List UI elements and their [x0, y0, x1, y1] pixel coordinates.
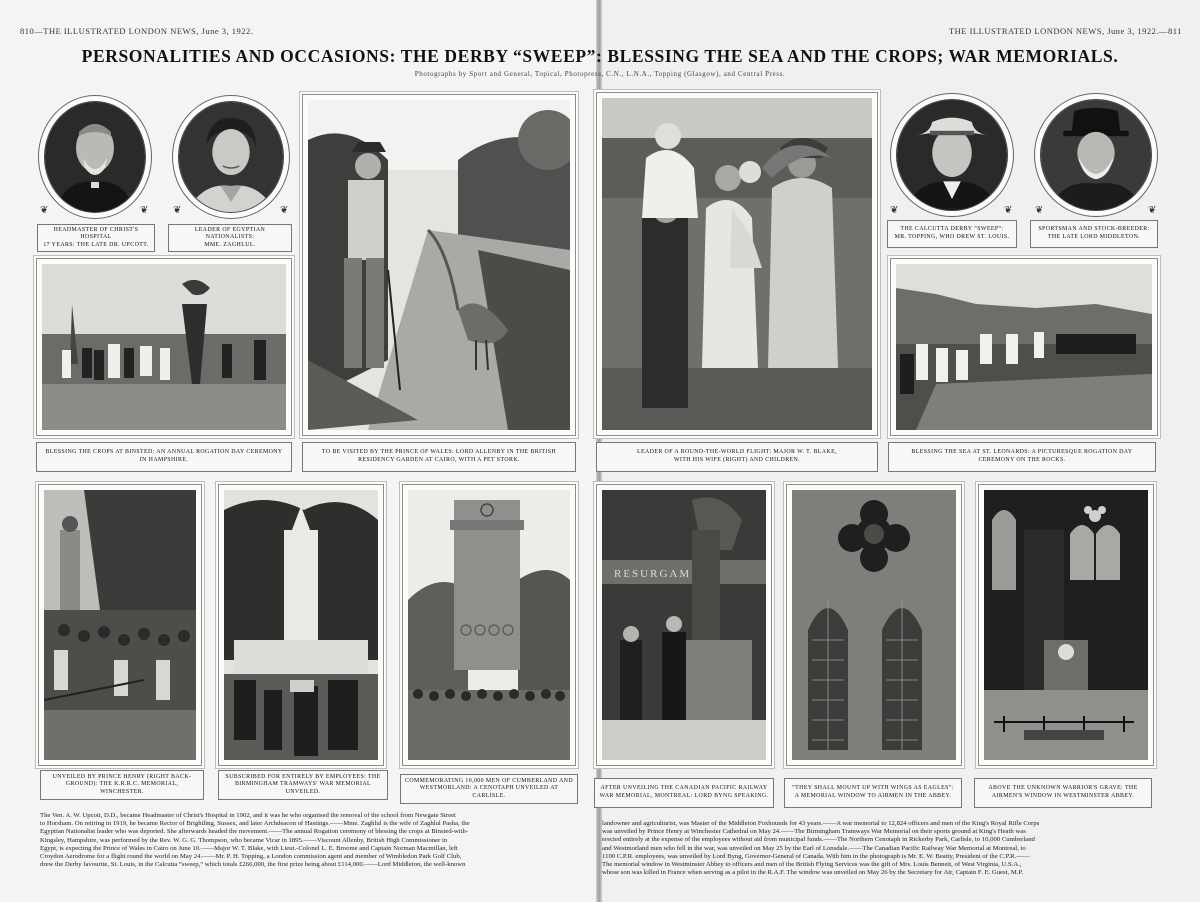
caption-blake: LEADER OF A ROUND-THE-WORLD FLIGHT: MAJOR W. T. BLAKE, WITH HIS WIFE (RIGHT) AND CHILDREN.: [596, 442, 878, 472]
caption-carlisle: COMMEMORATING 10,000 MEN OF CUMBERLAND AND WESTMORLAND: A CENOTAPH UNVEILED AT CARLISLE.: [400, 774, 578, 804]
body-line: The memorial window in Westminster Abbey to officers and men of the British Flying Services was the gift of Mrs. Louis Bennett, of West Virginia, U.S.A.,: [602, 861, 1022, 869]
photo-carlisle-cenotaph: [402, 484, 576, 766]
portrait-middleton: [1034, 93, 1158, 217]
body-line: whose son was killed in France when serving as a pilot in the R.A.F. The window was unveiled on May 26 by the Secretary for Air, Captain F. E. Guest, M.P.: [602, 869, 1024, 877]
photo-blessing-sea: [890, 258, 1158, 436]
body-line: 1100 C.P.R. employees, was unveiled by Lord Byng, Governor-General of Canada. With him in the photograph is Mr. E. W. Beatty, President of the C.P.R.——: [602, 852, 1030, 860]
right-page-header: THE ILLUSTRATED LONDON NEWS, June 3, 1922.—811: [948, 26, 1182, 36]
spread-title: PERSONALITIES AND OCCASIONS: THE DERBY “SWEEP”: BLESSING THE SEA AND THE CROPS; WAR MEMORIALS.: [81, 46, 1119, 66]
caption-warrior-window: ABOVE THE UNKNOWN WARRIOR'S GRAVE: THE AIRMEN'S WINDOW IN WESTMINSTER ABBEY.: [974, 778, 1152, 808]
flourish-ornament: ❦: [1004, 205, 1013, 216]
flourish-ornament: ❦: [1148, 205, 1157, 216]
body-line: Croydon Aerodrome for a flight round the world on May 24.——Mr. P. H. Topping, a London commission agent and member of Wimbledon Park Golf Club,: [40, 853, 462, 861]
caption-zaghlul: LEADER OF EGYPTIAN NATIONALISTS: MME. ZAGHLUL.: [168, 224, 292, 252]
body-line: erected entirely at the expense of the employees without aid from municipal funds.——The Northern Cenotaph in Rickerby Park, Carlisle, to 10,000 Cumberland: [602, 836, 1035, 844]
caption-allenby: TO BE VISITED BY THE PRINCE OF WALES: LORD ALLENBY IN THE BRITISH RESIDENCY GARDEN AT CAIRO, WITH A PET STORK.: [302, 442, 576, 472]
body-line: and Westmorland men who fell in the war, was unveiled on May 25 by the Earl of Lonsdale.——The Canadian Pacific Railway War Memorial at Montreal, to: [602, 844, 1026, 852]
memorial-inscription: RESURGAM: [614, 568, 692, 580]
flourish-ornament: ❦: [140, 205, 149, 216]
flourish-ornament: ❦: [1035, 205, 1044, 216]
photo-credits: Photographs by Sport and General, Topical, Photopress, C.N., L.N.A., Topping (Glasgow), and Central Press.: [414, 70, 786, 78]
body-line: The Ven. A. W. Upcott, D.D., became Headmaster of Christ's Hospital in 1902, and it was he who organised the removal of the school from Newgate Street: [40, 812, 456, 819]
body-line: landowner and agriculturist, was Master of the Middleton Foxhounds for 43 years.——A war memorial to 12,824 officers and men of the King's Royal Rifle Corps: [602, 820, 1040, 827]
caption-eagles-window: “THEY SHALL MOUNT UP WITH WINGS AS EAGLES”: A MEMORIAL WINDOW TO AIRMEN IN THE ABBEY.: [784, 778, 962, 808]
photo-abbey-window-eagles: [786, 484, 962, 766]
body-line: to Horsham. On retiring in 1919, he became Rector of Brightling, Sussex, and later Archdeacon of Hastings.——Mme. Zaghlul is the wife of Zaghlul Pasha, the: [40, 820, 470, 828]
photo-birmingham-memorial: [218, 484, 384, 766]
portrait-upcott: [38, 95, 152, 219]
flourish-ornament: ❦: [40, 205, 49, 216]
photo-warrior-window: [978, 484, 1154, 766]
caption-upcott: HEADMASTER OF CHRIST'S HOSPITAL 17 YEARS: THE LATE DR. UPCOTT.: [37, 224, 155, 252]
body-text-left: [40, 812, 580, 869]
caption-winchester: UNVEILED BY PRINCE HENRY (RIGHT BACK- GROUND): THE K.R.R.C. MEMORIAL, WINCHESTER.: [40, 770, 204, 800]
caption-montreal: AFTER UNVEILING THE CANADIAN PACIFIC RAILWAY WAR MEMORIAL, MONTREAL: LORD BYNG SPEAKING.: [594, 778, 774, 808]
body-line: drew the Derby favourite, St. Louis, in the Calcutta “sweep,” which totals £266,000, the first prize being about £114,000.——Lord Middleton, the well-known: [40, 861, 466, 869]
caption-topping: THE CALCUTTA DERBY “SWEEP”: MR. TOPPING, WHO DREW ST. LOUIS.: [887, 220, 1017, 248]
flourish-ornament: ❦: [173, 205, 182, 216]
flourish-ornament: ❦: [280, 205, 289, 216]
body-line: was unveiled by Prince Henry at Winchester Cathedral on May 24.——The Birmingham Tramways War Memorial on their sports ground at King's Heath was: [602, 828, 1026, 836]
portrait-topping: [890, 93, 1014, 217]
caption-birmingham: SUBSCRIBED FOR ENTIRELY BY EMPLOYEES: THE BIRMINGHAM TRAMWAYS' WAR MEMORIAL UNVEILED.: [218, 770, 388, 800]
body-line: Egypt, is expecting the Prince of Wales in Cairo on June 10.——Major W. T. Blake, with Lieut.-Colonel L. E. Broome and Captain Norman Macmillan, left: [40, 844, 458, 852]
body-line: Egyptian Nationalist leader who was deported. She afterwards headed the movement.——The annual Rogation ceremony of blessing the crops at Binsted-with-: [40, 828, 469, 836]
photo-blessing-crops: [36, 258, 292, 436]
photo-winchester-memorial: [38, 484, 202, 766]
body-line: Kingsley, Hampshire, was performed by the Rev. W. G. G. Thompson, who became Vicar in 1895.——Viscount Allenby, British High Commissioner in: [40, 836, 448, 844]
flourish-ornament: ❦: [890, 205, 899, 216]
caption-blessing-crops: BLESSING THE CROPS AT BINSTED: AN ANNUAL ROGATION DAY CEREMONY IN HAMPSHIRE.: [36, 442, 292, 472]
caption-middleton: SPORTSMAN AND STOCK-BREEDER: THE LATE LORD MIDDLETON.: [1030, 220, 1158, 248]
caption-blessing-sea: BLESSING THE SEA AT ST. LEONARDS: A PICTURESQUE ROGATION DAY CEREMONY ON THE ROCKS.: [888, 442, 1156, 472]
body-text-right: [602, 820, 1152, 877]
portrait-zaghlul: [172, 95, 290, 219]
photo-allenby-stork: [302, 94, 576, 436]
photo-montreal-memorial: [596, 484, 772, 766]
photo-blake-family: [596, 92, 878, 436]
left-page-header: 810—THE ILLUSTRATED LONDON NEWS, June 3, 1922.: [20, 26, 254, 36]
